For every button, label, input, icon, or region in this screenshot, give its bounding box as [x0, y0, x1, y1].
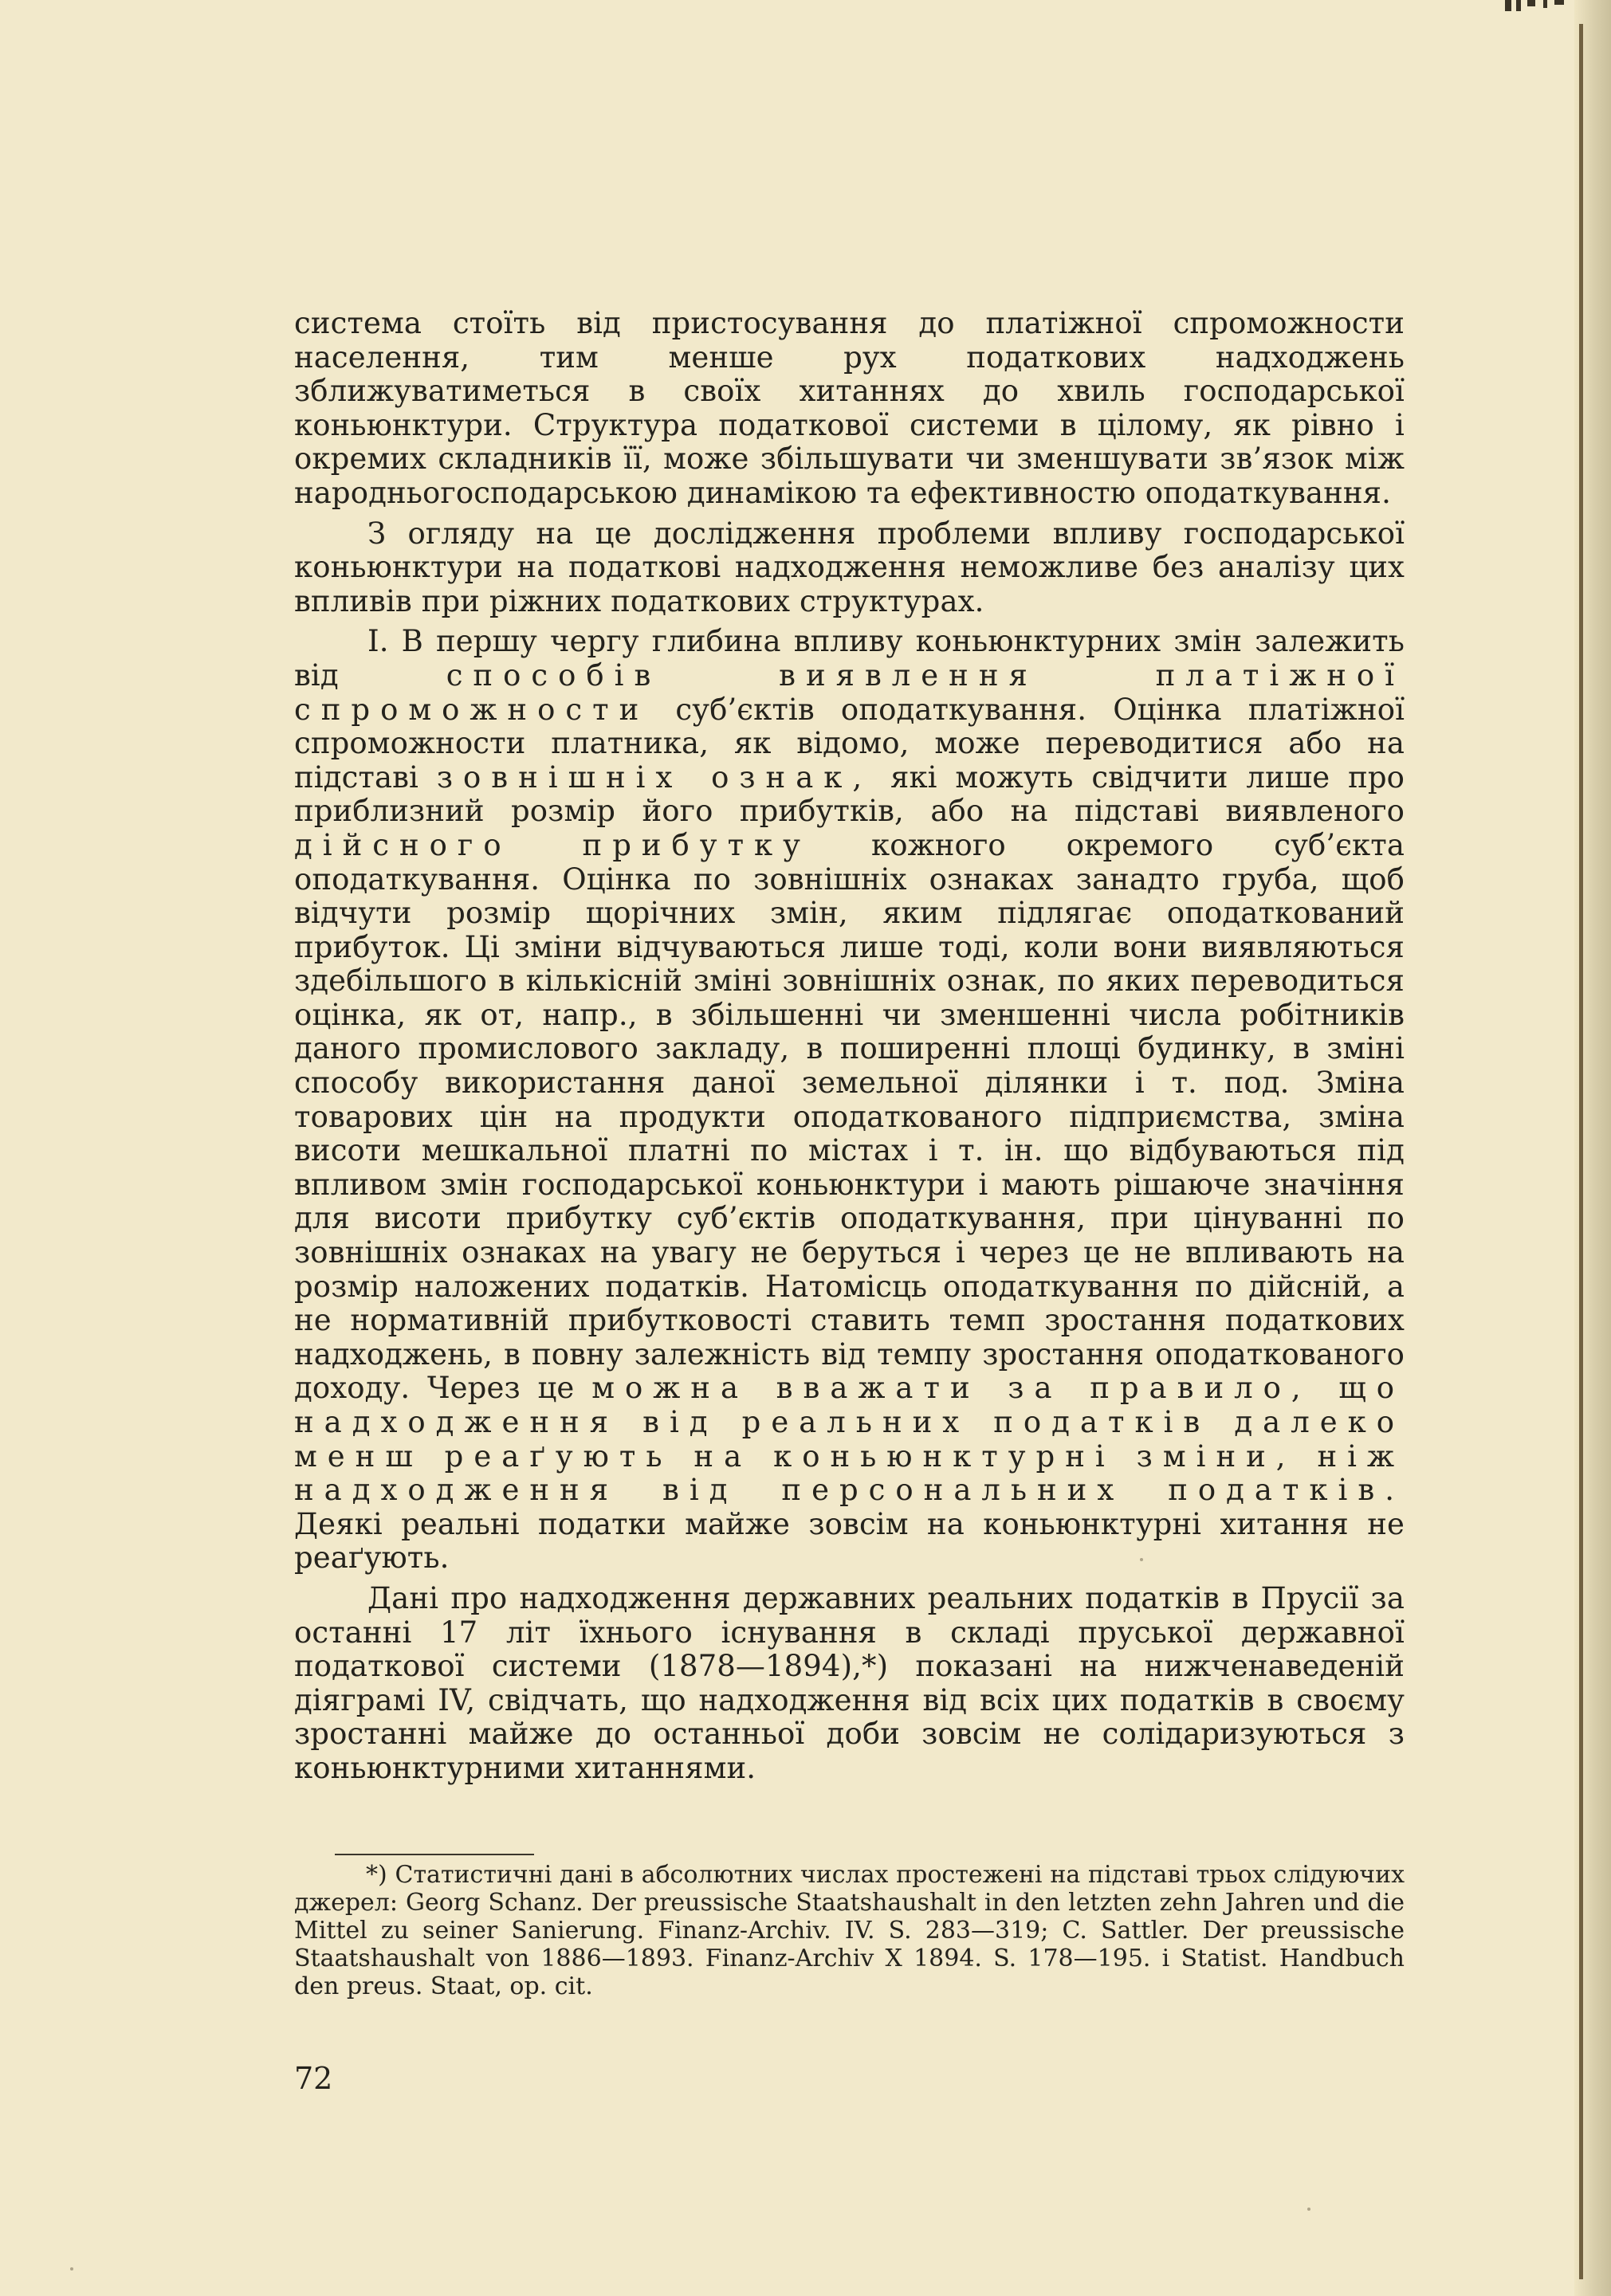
binding-line [1579, 24, 1583, 2279]
paragraph [294, 517, 1405, 619]
emphasized-text: способів виявлення платіжної спроможности [294, 657, 1405, 727]
paragraph [294, 625, 1405, 1576]
text-run: які можуть свідчити лише про приблизний розмір його прибутків, або на підставі виявленого [294, 759, 1405, 829]
text-run: кожного окремого суб’єкта оподаткування. Оцінка по зовнішніх ознаках занадто груба, щоб відчути розмір щорічних змін, яким підлягає оподаткований прибуток. Ці зміни відчуваються лише тоді, коли вони виявляються здебільшого в кількісній зміні зовнішніх ознак, по яких переводиться оцінка, як от, напр., в збільшенні чи зменшенні числа робітників даного промислового закладу, в поширенні площі будинку, в зміні способу використання даної земельної ділянки і т. под. Зміна товарових цін на продукти оподаткованого підприємства, зміна висоти мешкальної платні по містах і т. ін. що відбуваються під впливом змін господарської коньюнктури і мають рішаюче значіння для висоти прибутку суб’єктів оподаткування, при цінуванні по зовнішніх ознаках на увагу не беруться і через це не впливають на розмір наложених податків. Натомісць оподаткування по дійсній, а не нормативній прибутковості ставить темп зростання податкових надходжень, в повну залежність від темпу зростання оподаткованого доходу. Через це [294, 827, 1405, 1406]
text-run: Дані про надходження державних реальних податків в Прусії за останні 17 літ їхнього існування в складі пруської державної податкової системи (1878—1894),*) показані на нижченаведеній діяграмі IV, свідчать, що надходження від всіх цих податків в своєму зростанні майже до останньої доби зовсім не солідаризуються з коньюнктурними хитаннями. [294, 1580, 1405, 1785]
page-number: 72 [294, 2061, 333, 2096]
emphasized-text: зовнішніх ознак, [436, 759, 873, 795]
paper-speck [1307, 2208, 1310, 2211]
text-run: система стоїть від пристосування до платіжної спроможности населення, тим менше рух податкових надходжень зближуватиметься в своїх хитаннях до хвиль господарської коньюнктури. Структура податкової системи в цілому, як рівно і окремих складників її, може збільшувати чи зменшувати зв’язок між народньогосподарською динамікою та ефективностю оподаткування. [294, 306, 1405, 510]
emphasized-text: можна вважати за правило, що надходження від реальних податків далеко менш реаґують на коньюнктурні зміни, ніж надходження від персональних податків. [294, 1371, 1405, 1508]
text-run: Деякі реальні податки майже зовсім на коньюнктурні хитання не реаґують. [294, 1506, 1405, 1576]
paragraph [294, 307, 1405, 511]
text-run: суб’єктів оподаткування. Оцінка платіжної спроможности платника, як відомо, може переводитися або на підставі [294, 692, 1405, 795]
text-run: З огляду на це дослідження проблеми впливу господарської коньюнктури на податкові надходження неможливе без аналізу цих впливів при ріжних податкових структурах. [294, 516, 1405, 618]
text-run: І. В першу чергу глибина впливу коньюнктурних змін залежить від [294, 624, 1405, 693]
body-text [294, 307, 1405, 1786]
footnote-separator [335, 1854, 534, 1855]
paragraph [294, 1582, 1405, 1786]
corner-mark [1505, 0, 1569, 13]
paper-speck [70, 2267, 73, 2270]
footnote: *) Статистичні дані в абсолютних числах простежені на підставі трьох слідуючих джерел: Georg Schanz. Der preussische Staatshaushalt in den letzten zehn Jahren und die Mittel zu seiner Sanierung. Finanz-Archiv. IV. S. 283—319; C. Sattler. Der preussische Staatshaushalt von 1886—1893. Finanz-Archiv X 1894. S. 178—195. i Statist. Handbuch den preus. Staat, op. cit. [294, 1861, 1405, 2000]
emphasized-text: дійсного прибутку [294, 827, 811, 862]
